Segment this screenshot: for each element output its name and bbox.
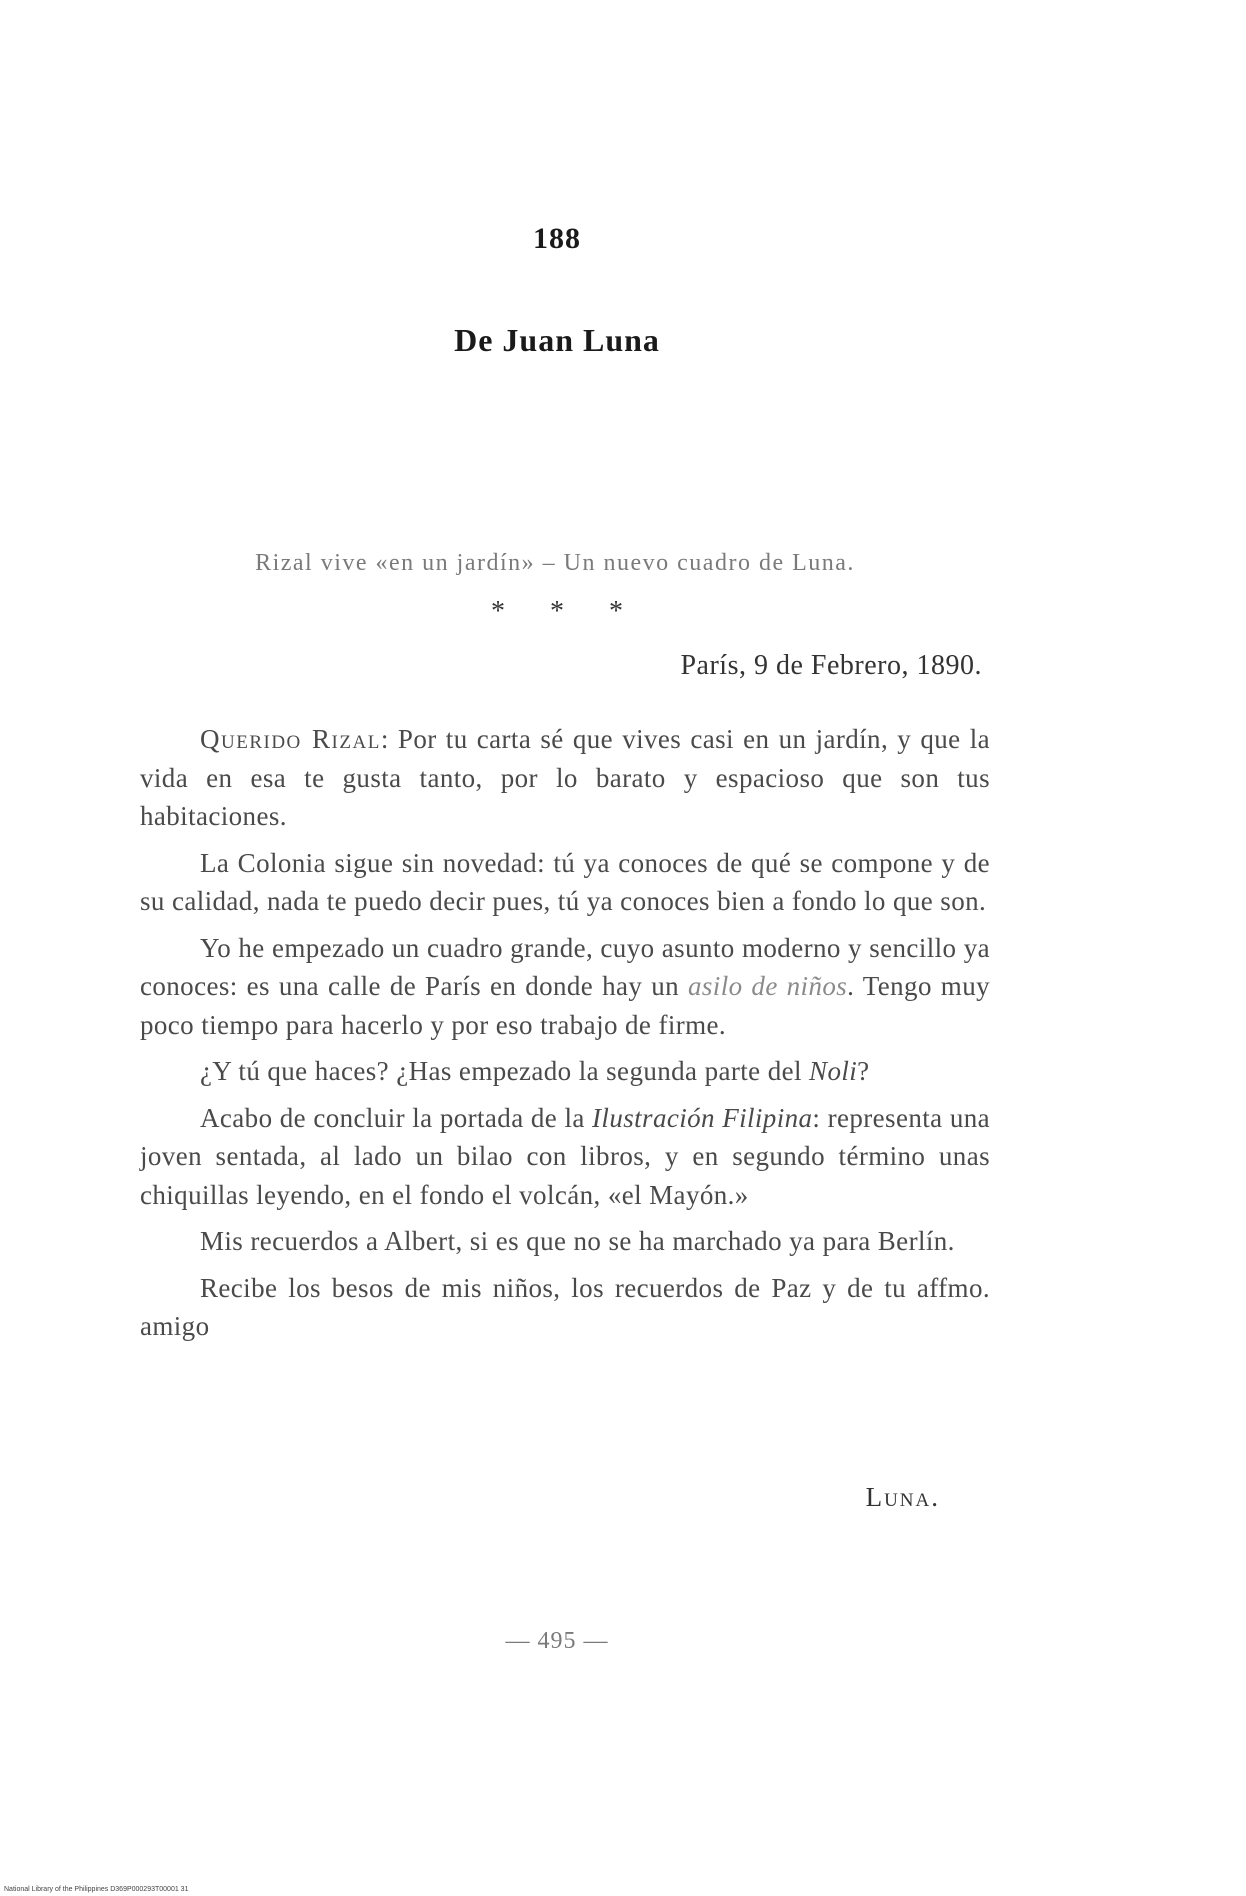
letter-title: De Juan Luna [454,322,660,358]
paragraph-6: Mis recuerdos a Albert, si es que no se ha marchado ya para Berlín. [200,1226,955,1256]
dateline: París, 9 de Febrero, 1890. [680,650,982,681]
paragraph-3-part-a: Yo he empezado un cuadro grande, cuyo asunto moderno y sencillo ya conoces: es una calle de París en donde hay un [140,932,990,1001]
paragraph-2: La Colonia sigue sin novedad: tú ya conoces de qué se compone y de su calidad, nada te puedo decir pues, tú ya conoces bien a fondo lo que son. [140,847,990,916]
letter-number: 188 [533,222,581,255]
footer-credit: National Library of the Philippines D369P000293T00001 31 [4,1886,189,1893]
paragraph-7: Recibe los besos de mis niños, los recuerdos de Paz y de tu affmo. amigo [140,1272,990,1341]
paragraph-5-part-a: Acabo de concluir la portada de la [200,1102,585,1133]
signature: Luna. [865,1482,940,1512]
paragraph-1 [140,720,990,836]
section-asterisks: * * * [491,596,623,627]
letter-summary: Rizal vive «en un jardín» – Un nuevo cuadro de Luna. [255,550,855,576]
letter-body [140,720,990,1354]
page-number: — 495 — [505,1628,609,1654]
paragraph-1-text: : Por tu carta sé que vives casi en un jardín, y que la vida en esa te gusta tanto, por lo barato y espacioso que son tus habitaciones. [140,724,990,831]
salutation: Querido Rizal [200,724,381,754]
paragraph-4-part-a: ¿Y tú que haces? ¿Has empezado la segunda parte del [200,1056,802,1086]
paragraph-4-part-b: ? [857,1056,870,1086]
ilustracion-italic: Ilustración Filipina [592,1102,813,1133]
paragraph-5-part-b: : representa una joven sentada, al lado un bilao con libros, y en segundo término unas chiquillas leyendo, en el fondo el volcán, «el Mayón.» [140,1102,991,1210]
noli-italic: Noli [809,1056,858,1086]
paragraph-3 [140,929,990,1045]
paragraph-3-part-b: . Tengo muy poco tiempo para hacerlo y por eso trabajo de firme. [140,971,990,1040]
paragraph-5 [140,1099,990,1215]
paragraph-4 [140,1052,990,1091]
asilo-italic: asilo de niños [687,971,848,1001]
